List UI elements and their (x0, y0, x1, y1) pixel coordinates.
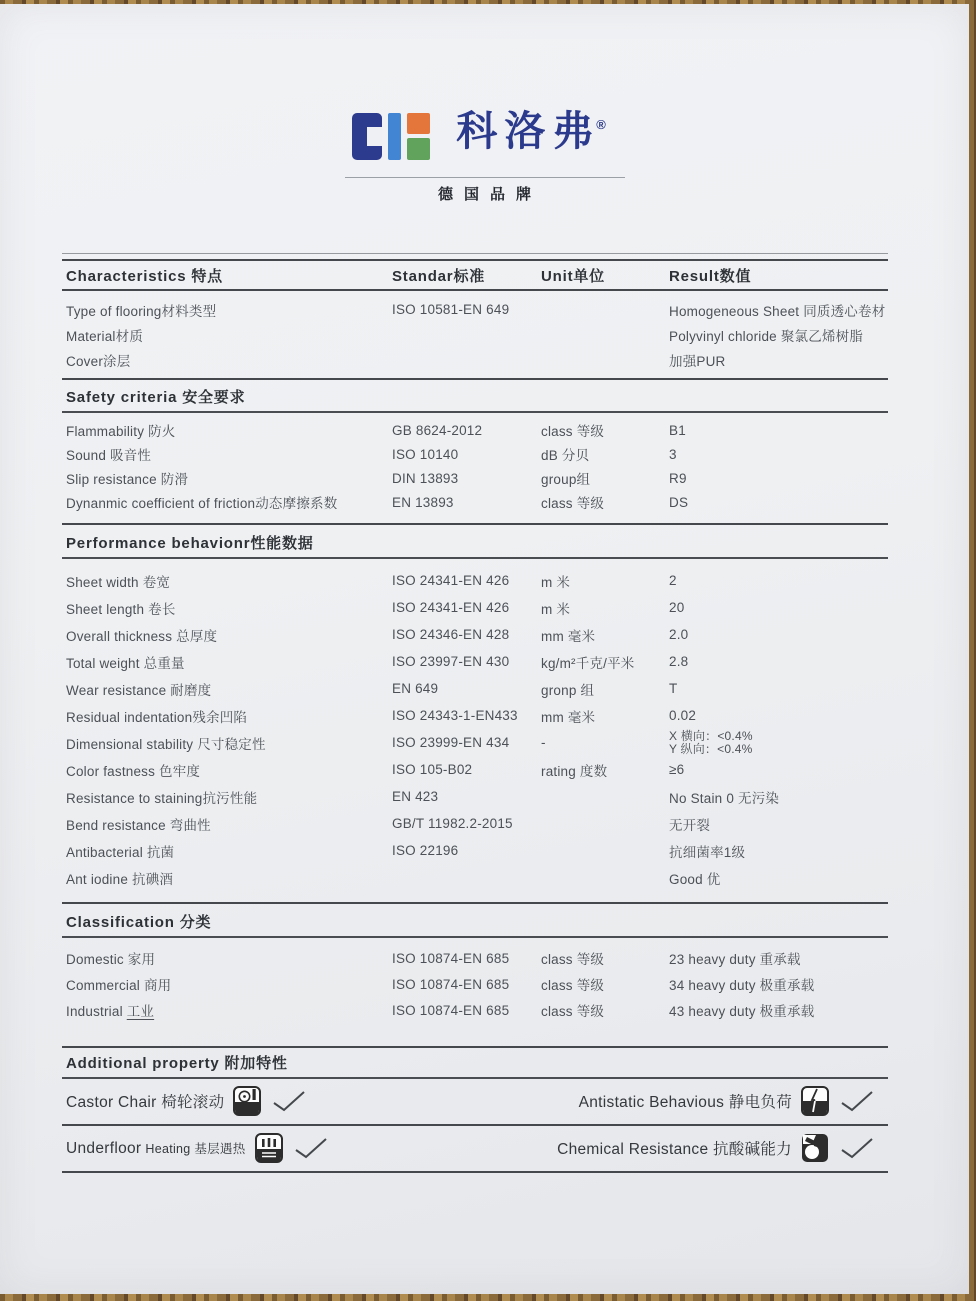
row-standard: ISO 23997-EN 430 (392, 654, 510, 669)
spec-sheet-paper (0, 4, 969, 1294)
rule (62, 411, 888, 413)
classification-rows (62, 945, 888, 1023)
row-name: Dynanmic coefficient of friction动态摩擦系数 (66, 496, 338, 511)
rule (62, 902, 888, 904)
safety-rows (62, 418, 888, 514)
table-row (62, 810, 888, 837)
row-name: Wear resistance 耐磨度 (66, 682, 212, 698)
table-row (62, 756, 888, 783)
row-standard: ISO 24343-1-EN433 (392, 708, 518, 723)
table-row (62, 621, 888, 648)
result-line-x: X 横向：<0.4% (669, 728, 753, 743)
row-standard: GB 8624-2012 (392, 422, 483, 438)
row-standard: GB/T 11982.2-2015 (392, 816, 513, 831)
row-standard: ISO 10874-EN 685 (392, 950, 510, 966)
table-row (62, 945, 888, 971)
row-standard: ISO 24341-EN 426 (392, 573, 510, 588)
row-name: Residual indentation残余凹陷 (66, 709, 248, 725)
additional-item-label (66, 1139, 246, 1158)
row-result: 抗细菌率1级 (669, 844, 746, 860)
row-unit: m 米 (541, 574, 571, 590)
row-result: 34 heavy duty 极重承载 (669, 978, 815, 993)
additional-item-antistatic (579, 1086, 874, 1116)
brand-logo (0, 108, 969, 164)
row-standard: ISO 24346-EN 428 (392, 627, 510, 642)
row-standard: ISO 24341-EN 426 (392, 600, 510, 615)
row-result: T (669, 681, 678, 696)
row-unit: group组 (541, 472, 591, 487)
row-result: Good 优 (669, 871, 721, 887)
table-row (62, 594, 888, 621)
row-name: Dimensional stability 尺寸稳定性 (66, 736, 266, 752)
row-unit: - (541, 735, 546, 750)
table-row (62, 442, 888, 466)
table-row (62, 347, 888, 372)
row-name-en: Industrial (66, 1004, 127, 1019)
additional-item-underfloor-heating (66, 1133, 328, 1163)
row-name: Commercial 商用 (66, 978, 172, 993)
rule (62, 1046, 888, 1048)
chemical-resistance-icon (801, 1133, 829, 1163)
row-name: Antibacterial 抗菌 (66, 844, 175, 860)
table-row (62, 297, 888, 322)
row-unit: m 米 (541, 601, 571, 617)
row-result: 无开裂 (669, 817, 711, 833)
row-name: Ant iodine 抗碘酒 (66, 871, 174, 887)
rule (62, 289, 888, 291)
rule (62, 259, 888, 261)
row-result: ≥6 (669, 762, 685, 777)
row-name: Domestic 家用 (66, 952, 156, 967)
section-title-safety: Safety criteria 安全要求 (66, 389, 246, 406)
brand-logo-icon (352, 113, 444, 160)
check-icon (294, 1137, 328, 1159)
rule (62, 378, 888, 380)
row-result: Homogeneous Sheet 同质透心卷材 (669, 303, 886, 319)
row-name: Type of flooring材料类型 (66, 303, 217, 319)
check-icon (840, 1137, 874, 1159)
row-standard: EN 649 (392, 681, 439, 696)
row-name-cn: 工业 (126, 1004, 155, 1019)
col-header-characteristics: Characteristics 特点 (66, 268, 223, 285)
row-result: 加强PUR (669, 353, 726, 369)
row-standard: ISO 10140 (392, 446, 459, 462)
row-result: 0.02 (669, 708, 697, 723)
brand-name-text: 科洛弗 (456, 108, 601, 154)
row-standard: EN 13893 (392, 494, 454, 510)
row-unit: mm 毫米 (541, 628, 596, 644)
castor-chair-icon (233, 1086, 261, 1116)
characteristics-rows (62, 297, 888, 372)
row-name: Material材质 (66, 328, 144, 344)
table-row (62, 702, 888, 729)
row-unit: dB 分贝 (541, 448, 590, 463)
check-icon (272, 1090, 306, 1112)
row-unit: class 等级 (541, 496, 605, 511)
row-unit: class 等级 (541, 952, 605, 967)
row-name: Resistance to staining抗污性能 (66, 790, 258, 806)
table-row (62, 648, 888, 675)
row-unit: class 等级 (541, 424, 605, 439)
result-line-y: Y 纵向：<0.4% (669, 741, 753, 756)
additional-property-row (62, 1125, 888, 1171)
row-standard: ISO 10874-EN 685 (392, 1002, 510, 1018)
section-title-classification: Classification 分类 (66, 914, 212, 931)
row-result: 2 (669, 573, 677, 588)
col-header-unit: Unit单位 (541, 268, 605, 285)
section-title-additional: Additional property 附加特性 (66, 1055, 288, 1072)
table-header-row (62, 262, 888, 289)
row-result: 3 (669, 446, 677, 462)
additional-item-chemical-resistance (557, 1133, 874, 1163)
row-result: Polyvinyl chloride 聚氯乙烯树脂 (669, 328, 864, 344)
row-name: Bend resistance 弯曲性 (66, 817, 211, 833)
row-name: Sheet length 卷长 (66, 601, 176, 617)
row-standard: ISO 10581-EN 649 (392, 302, 510, 317)
row-unit: kg/m²千克/平米 (541, 655, 635, 671)
additional-item-label: Castor Chair 椅轮滚动 (66, 1094, 225, 1111)
row-name: Total weight 总重量 (66, 655, 185, 671)
label-small: Heating 基层遇热 (145, 1141, 246, 1156)
brand-name (456, 108, 617, 164)
rule (62, 557, 888, 559)
table-row (62, 675, 888, 702)
table-row (62, 322, 888, 347)
underfloor-heating-icon (255, 1133, 283, 1163)
logo-divider (345, 177, 625, 178)
row-result: 2.8 (669, 654, 689, 669)
row-unit: class 等级 (541, 1004, 605, 1019)
row-standard: ISO 23999-EN 434 (392, 735, 510, 750)
row-result: DS (669, 494, 689, 510)
additional-property-row (62, 1078, 888, 1124)
row-name (62, 1000, 392, 1020)
table-row (62, 783, 888, 810)
row-unit: class 等级 (541, 978, 605, 993)
row-result (669, 730, 888, 756)
row-result: B1 (669, 422, 686, 438)
row-result: 43 heavy duty 极重承载 (669, 1004, 815, 1019)
table-row (62, 490, 888, 514)
row-standard: ISO 105-B02 (392, 762, 473, 777)
table-row (62, 466, 888, 490)
row-standard: DIN 13893 (392, 470, 459, 486)
table-row (62, 971, 888, 997)
check-icon (840, 1090, 874, 1112)
col-header-result: Result数值 (669, 268, 752, 285)
rule (62, 253, 888, 254)
brand-tagline: 德国品牌 (437, 186, 542, 203)
table-row (62, 418, 888, 442)
row-name: Slip resistance 防滑 (66, 472, 189, 487)
row-standard: ISO 10874-EN 685 (392, 976, 510, 992)
row-name: Sound 吸音性 (66, 448, 152, 463)
row-result: 23 heavy duty 重承载 (669, 952, 801, 967)
rule (62, 1171, 888, 1173)
row-standard: EN 423 (392, 789, 439, 804)
table-row (62, 997, 888, 1023)
row-unit: gronp 组 (541, 682, 595, 698)
table-row (62, 567, 888, 594)
row-name: Cover涂层 (66, 353, 131, 369)
antistatic-icon (801, 1086, 829, 1116)
row-standard: ISO 22196 (392, 843, 459, 858)
table-row (62, 864, 888, 891)
row-result: 20 (669, 600, 685, 615)
row-name: Overall thickness 总厚度 (66, 628, 218, 644)
row-unit: mm 毫米 (541, 709, 596, 725)
additional-item-castor-chair (66, 1086, 306, 1116)
section-title-performance: Performance behavionr性能数据 (66, 535, 314, 552)
additional-item-label: Chemical Resistance 抗酸碱能力 (557, 1141, 792, 1158)
row-result: 2.0 (669, 627, 689, 642)
label-main: Underfloor (66, 1139, 142, 1157)
rule (62, 936, 888, 938)
col-header-standard: Standar标准 (392, 268, 486, 285)
row-result: No Stain 0 无污染 (669, 790, 780, 806)
row-result: R9 (669, 470, 687, 486)
registered-trademark-icon: ® (596, 117, 613, 132)
row-name: Color fastness 色牢度 (66, 763, 201, 779)
row-name: Flammability 防火 (66, 424, 176, 439)
table-row (62, 837, 888, 864)
table-row (62, 729, 888, 756)
rule (62, 523, 888, 525)
additional-item-label: Antistatic Behavious 静电负荷 (578, 1094, 792, 1111)
performance-rows (62, 567, 888, 891)
row-name: Sheet width 卷宽 (66, 574, 171, 590)
row-unit: rating 度数 (541, 763, 608, 779)
